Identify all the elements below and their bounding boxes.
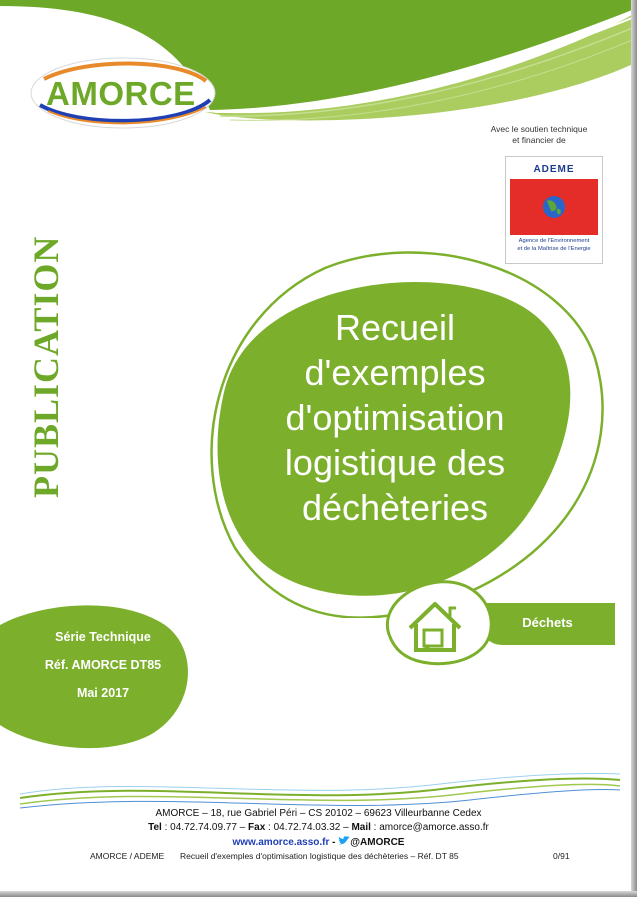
tel-label: Tel <box>148 822 162 833</box>
series-date: Mai 2017 <box>76 686 130 700</box>
theme-label: Déchets <box>522 615 573 630</box>
footer-separator: - <box>329 837 339 848</box>
logo-text: AMORCE <box>46 75 196 112</box>
page-number: 0/91 <box>553 851 570 861</box>
support-line-2: et financier de <box>512 135 566 145</box>
theme-tab <box>480 603 615 645</box>
mail-value[interactable]: : amorce@amorce.asso.fr <box>370 822 489 833</box>
support-line-1: Avec le soutien technique <box>490 124 588 134</box>
series-type: Série Technique <box>55 630 151 644</box>
title-line-4: logistique des <box>284 442 506 483</box>
ademe-name: ADEME <box>533 164 575 175</box>
fax-value: : 04.72.74.03.32 – <box>265 822 352 833</box>
ademe-red-block <box>510 179 598 235</box>
footer-bottom-left: AMORCE / ADEME <box>90 851 165 861</box>
website-link[interactable]: www.amorce.asso.fr <box>232 837 330 848</box>
footer-address: AMORCE – 18, rue Gabriel Péri – CS 20102 – 69623 Villeurbanne Cedex <box>155 808 482 819</box>
fax-label: Fax <box>248 822 266 833</box>
title-block <box>225 306 565 536</box>
page-shadow-right <box>631 0 637 897</box>
tel-value: : 04.72.74.09.77 – <box>161 822 249 833</box>
ademe-sub-line-1: Agence de l'Environnement <box>518 238 590 244</box>
mail-label: Mail <box>351 822 371 833</box>
series-info <box>18 595 188 745</box>
title-line-1: Recueil <box>334 307 456 348</box>
waste-house-icon <box>380 576 498 668</box>
ademe-sub-line-2: et de la Maîtrise de l'Energie <box>517 246 591 252</box>
globe-icon <box>510 179 598 235</box>
page-shadow-bottom <box>0 891 637 897</box>
footer-web <box>0 836 637 848</box>
twitter-handle[interactable]: @AMORCE <box>350 837 405 848</box>
amorce-logo <box>28 55 218 130</box>
title-line-5: déchèteries <box>301 487 489 528</box>
footer-contact <box>0 822 637 833</box>
support-text <box>470 124 608 146</box>
series-reference: Réf. AMORCE DT85 <box>44 658 162 672</box>
twitter-bird-icon <box>338 836 350 846</box>
footer-bottom-center: Recueil d'exemples d'optimisation logistique des déchèteries – Réf. DT 85 <box>180 851 459 861</box>
title-line-2: d'exemples <box>304 352 486 393</box>
title-line-3: d'optimisation <box>285 397 505 438</box>
publication-label: PUBLICATION <box>26 235 66 498</box>
